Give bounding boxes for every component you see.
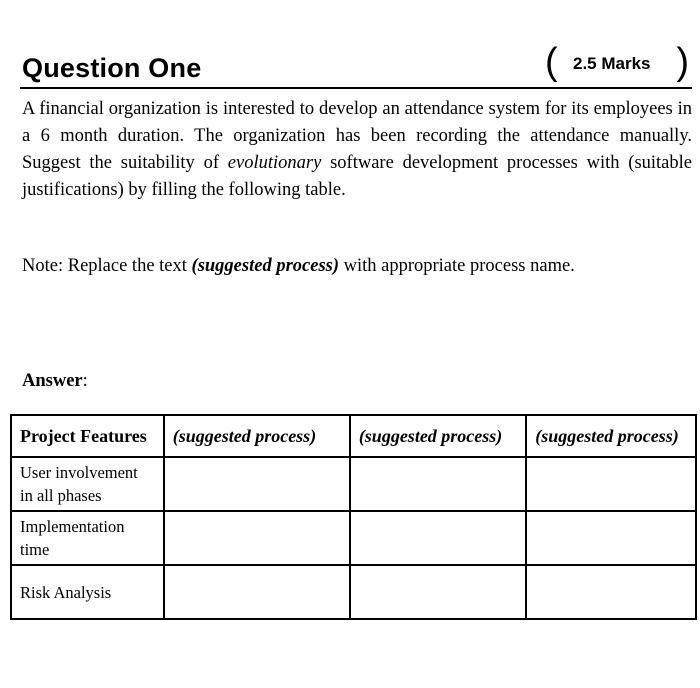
feature-cell: Implementation time	[11, 511, 164, 565]
question-emphasis: evolutionary	[227, 153, 322, 173]
question-title: Question One	[22, 53, 202, 83]
header-suggested-process-1: (suggested process)	[164, 415, 350, 457]
marks-label: 2.5 Marks	[573, 54, 651, 73]
question-text	[22, 96, 692, 204]
table-header-row	[11, 415, 696, 457]
note-prefix: Note: Replace the text	[22, 256, 192, 276]
header-suggested-process-3: (suggested process)	[526, 415, 696, 457]
table-row	[11, 565, 696, 619]
answer-cell[interactable]	[350, 565, 526, 619]
header-project-features: Project Features	[11, 415, 164, 457]
header-suggested-process-2: (suggested process)	[350, 415, 526, 457]
answer-cell[interactable]	[164, 565, 350, 619]
answer-cell[interactable]	[350, 511, 526, 565]
marks-bracket-open: (	[545, 41, 558, 83]
feature-cell: User involvement in all phases	[11, 457, 164, 511]
question-text-before: A financial organization is interested to develop an attendance system for its employees in a 6 month duration. The organization has been recording the attendance manually. Suggest the suitability of	[22, 99, 692, 173]
table-row	[11, 457, 696, 511]
answer-table	[10, 414, 697, 620]
answer-label	[22, 371, 88, 392]
answer-cell[interactable]	[164, 511, 350, 565]
note-text	[22, 256, 575, 277]
table-row	[11, 511, 696, 565]
answer-label-text: Answer	[22, 371, 83, 391]
question-text-after: software development processes with (suitable justifications) by filling the following table.	[22, 153, 692, 200]
feature-cell: Risk Analysis	[11, 565, 164, 619]
note-suffix: with appropriate process name.	[339, 256, 575, 276]
title-divider	[20, 87, 692, 89]
answer-cell[interactable]	[526, 457, 696, 511]
marks-badge	[543, 40, 691, 84]
answer-label-colon: :	[82, 371, 88, 391]
marks-bracket-close: )	[676, 41, 689, 83]
note-emphasis: (suggested process)	[191, 256, 339, 276]
answer-cell[interactable]	[164, 457, 350, 511]
answer-cell[interactable]	[526, 565, 696, 619]
answer-cell[interactable]	[350, 457, 526, 511]
answer-cell[interactable]	[526, 511, 696, 565]
